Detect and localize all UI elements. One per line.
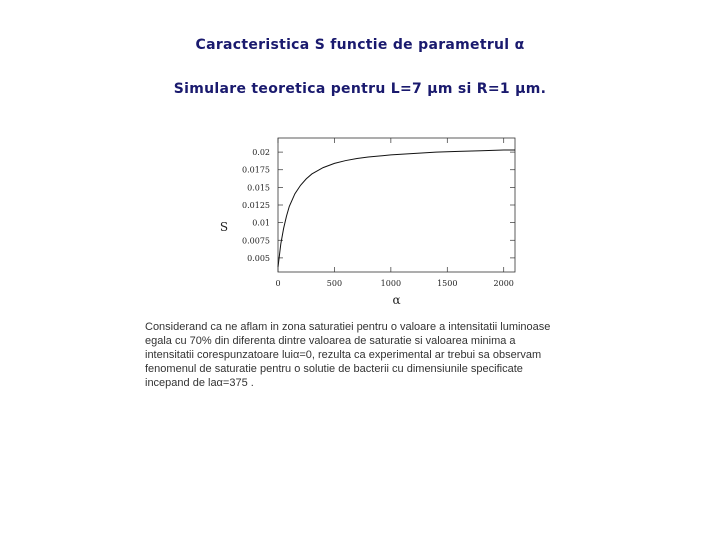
explanation-paragraph xyxy=(145,320,625,390)
x-tick-label: 1500 xyxy=(437,279,458,288)
series-line xyxy=(278,150,515,267)
chart-subtitle: Simulare teoretica pentru L=7 µm si R=1 µm. xyxy=(173,81,547,97)
y-tick-label: 0.02 xyxy=(252,148,270,158)
x-tick-label: 2000 xyxy=(493,279,514,288)
y-tick-label: 0.0125 xyxy=(242,201,270,210)
paragraph-line: incepand de laα=375 . xyxy=(145,377,254,389)
plot-frame xyxy=(278,138,515,272)
paragraph-line: egala cu 70% din diferenta dintre valoarea de saturatie si valoarea minima a xyxy=(145,335,516,347)
y-tick-label: 0.0175 xyxy=(242,165,270,175)
chart-title: Caracteristica S functie de parametrul α xyxy=(195,37,525,53)
y-tick-label: 0.005 xyxy=(247,253,270,263)
s-alpha-chart xyxy=(200,130,530,305)
y-tick-label: 0.015 xyxy=(247,183,270,193)
x-tick-label: 0 xyxy=(275,279,281,288)
paragraph-line: fenomenul de saturatie pentru o solutie de bacterii cu dimensiunile specificate xyxy=(145,363,523,375)
paragraph-line: intensitatii corespunzatoare luiα=0, rezulta ca experimental ar trebui sa observam xyxy=(145,349,542,361)
y-tick-label: 0.0075 xyxy=(242,236,270,246)
x-tick-label: 1000 xyxy=(380,279,402,288)
paragraph-line: Considerand ca ne aflam in zona saturatiei pentru o valoare a intensitatii luminoase xyxy=(145,321,551,333)
y-axis-label: S xyxy=(219,220,229,234)
axis-ticks xyxy=(278,138,515,272)
y-tick-label: 0.01 xyxy=(252,218,270,228)
x-tick-label: 500 xyxy=(326,279,343,288)
tick-labels xyxy=(242,148,514,288)
x-axis-label: α xyxy=(392,293,401,305)
